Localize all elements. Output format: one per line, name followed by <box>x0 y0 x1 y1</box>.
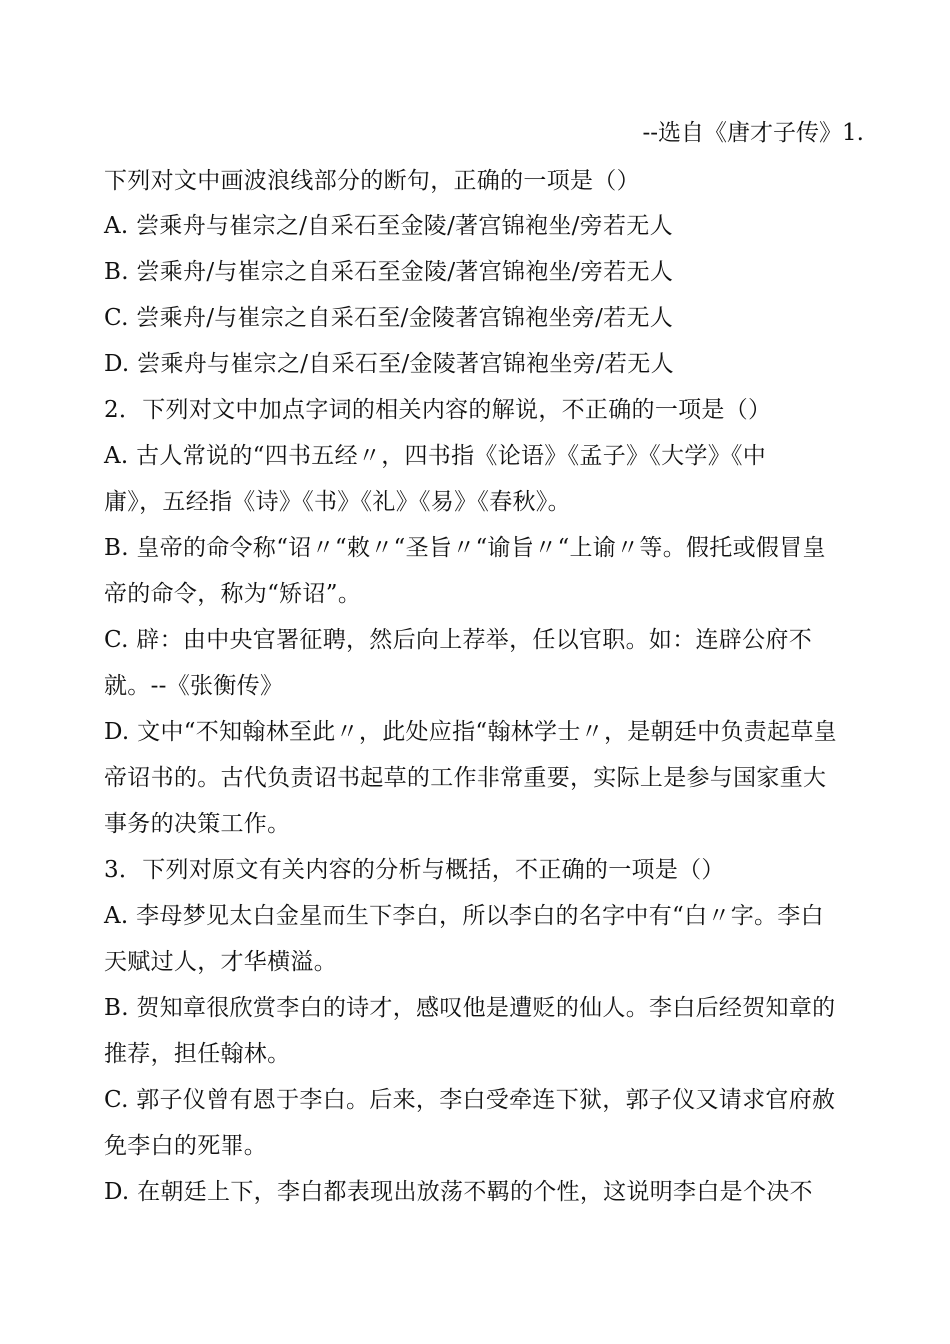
question-2-option-d-line-3: 事务的决策工作。 <box>104 811 291 837</box>
question-1-option-b: B. 尝乘舟/与崔宗之自采石至金陵/著宫锦袍坐/旁若无人 <box>104 259 674 285</box>
question-2-option-a-line-2: 庸》，五经指《诗》《书》《礼》《易》《春秋》。 <box>104 489 571 515</box>
question-3-option-c-line-1: C. 郭子仪曾有恩于李白。后来，李白受牵连下狱，郭子仪又请求官府赦 <box>104 1087 836 1113</box>
question-2-option-c-line-1: C. 辟：由中央官署征聘，然后向上荐举，任以官职。如：连辟公府不 <box>104 627 812 653</box>
question-2-option-b-line-1: B. 皇帝的命令称“诏〃“敕〃“圣旨〃“谕旨〃“上谕〃等。假托或假冒皇 <box>104 535 826 561</box>
question-2-option-d-line-2: 帝诏书的。古代负责诏书起草的工作非常重要，实际上是参与国家重大 <box>104 765 827 791</box>
question-3-option-b-line-2: 推荐，担任翰林。 <box>104 1041 291 1067</box>
question-3-stem: 3．下列对原文有关内容的分析与概括，不正确的一项是（） <box>104 857 725 883</box>
question-2-stem: 2．下列对文中加点字词的相关内容的解说，不正确的一项是（） <box>104 397 772 423</box>
question-3-option-c-line-2: 免李白的死罪。 <box>104 1133 268 1159</box>
question-1-option-a: A. 尝乘舟与崔宗之/自采石至金陵/著宫锦袍坐/旁若无人 <box>104 213 673 239</box>
question-2-option-a-line-1: A. 古人常说的“四书五经〃，四书指《论语》《孟子》《大学》《中 <box>104 443 767 469</box>
question-3-option-a-line-2: 天赋过人，才华横溢。 <box>104 949 337 975</box>
question-3-option-a-line-1: A. 李母梦见太白金星而生下李白，所以李白的名字中有“白〃字。李白 <box>104 903 824 929</box>
source-citation: --选自《唐才子传》1. <box>642 120 864 146</box>
question-3-option-b-line-1: B. 贺知章很欣赏李白的诗才，感叹他是遭贬的仙人。李白后经贺知章的 <box>104 995 836 1021</box>
question-2-option-b-line-2: 帝的命令，称为“矫诏”。 <box>104 581 362 607</box>
question-1-option-d: D. 尝乘舟与崔宗之/自采石至/金陵著宫锦袍坐旁/若无人 <box>104 351 674 377</box>
question-1-option-c: C. 尝乘舟/与崔宗之自采石至/金陵著宫锦袍坐旁/若无人 <box>104 305 674 331</box>
question-3-option-d-line-1: D. 在朝廷上下，李白都表现出放荡不羁的个性，这说明李白是个决不 <box>104 1179 813 1205</box>
question-2-option-d-line-1: D. 文中“不知翰林至此〃，此处应指“翰林学士〃，是朝廷中负责起草皇 <box>104 719 837 745</box>
question-2-option-c-line-2: 就。--《张衡传》 <box>104 673 284 699</box>
question-1-stem: 下列对文中画波浪线部分的断句，正确的一项是（） <box>104 168 640 194</box>
